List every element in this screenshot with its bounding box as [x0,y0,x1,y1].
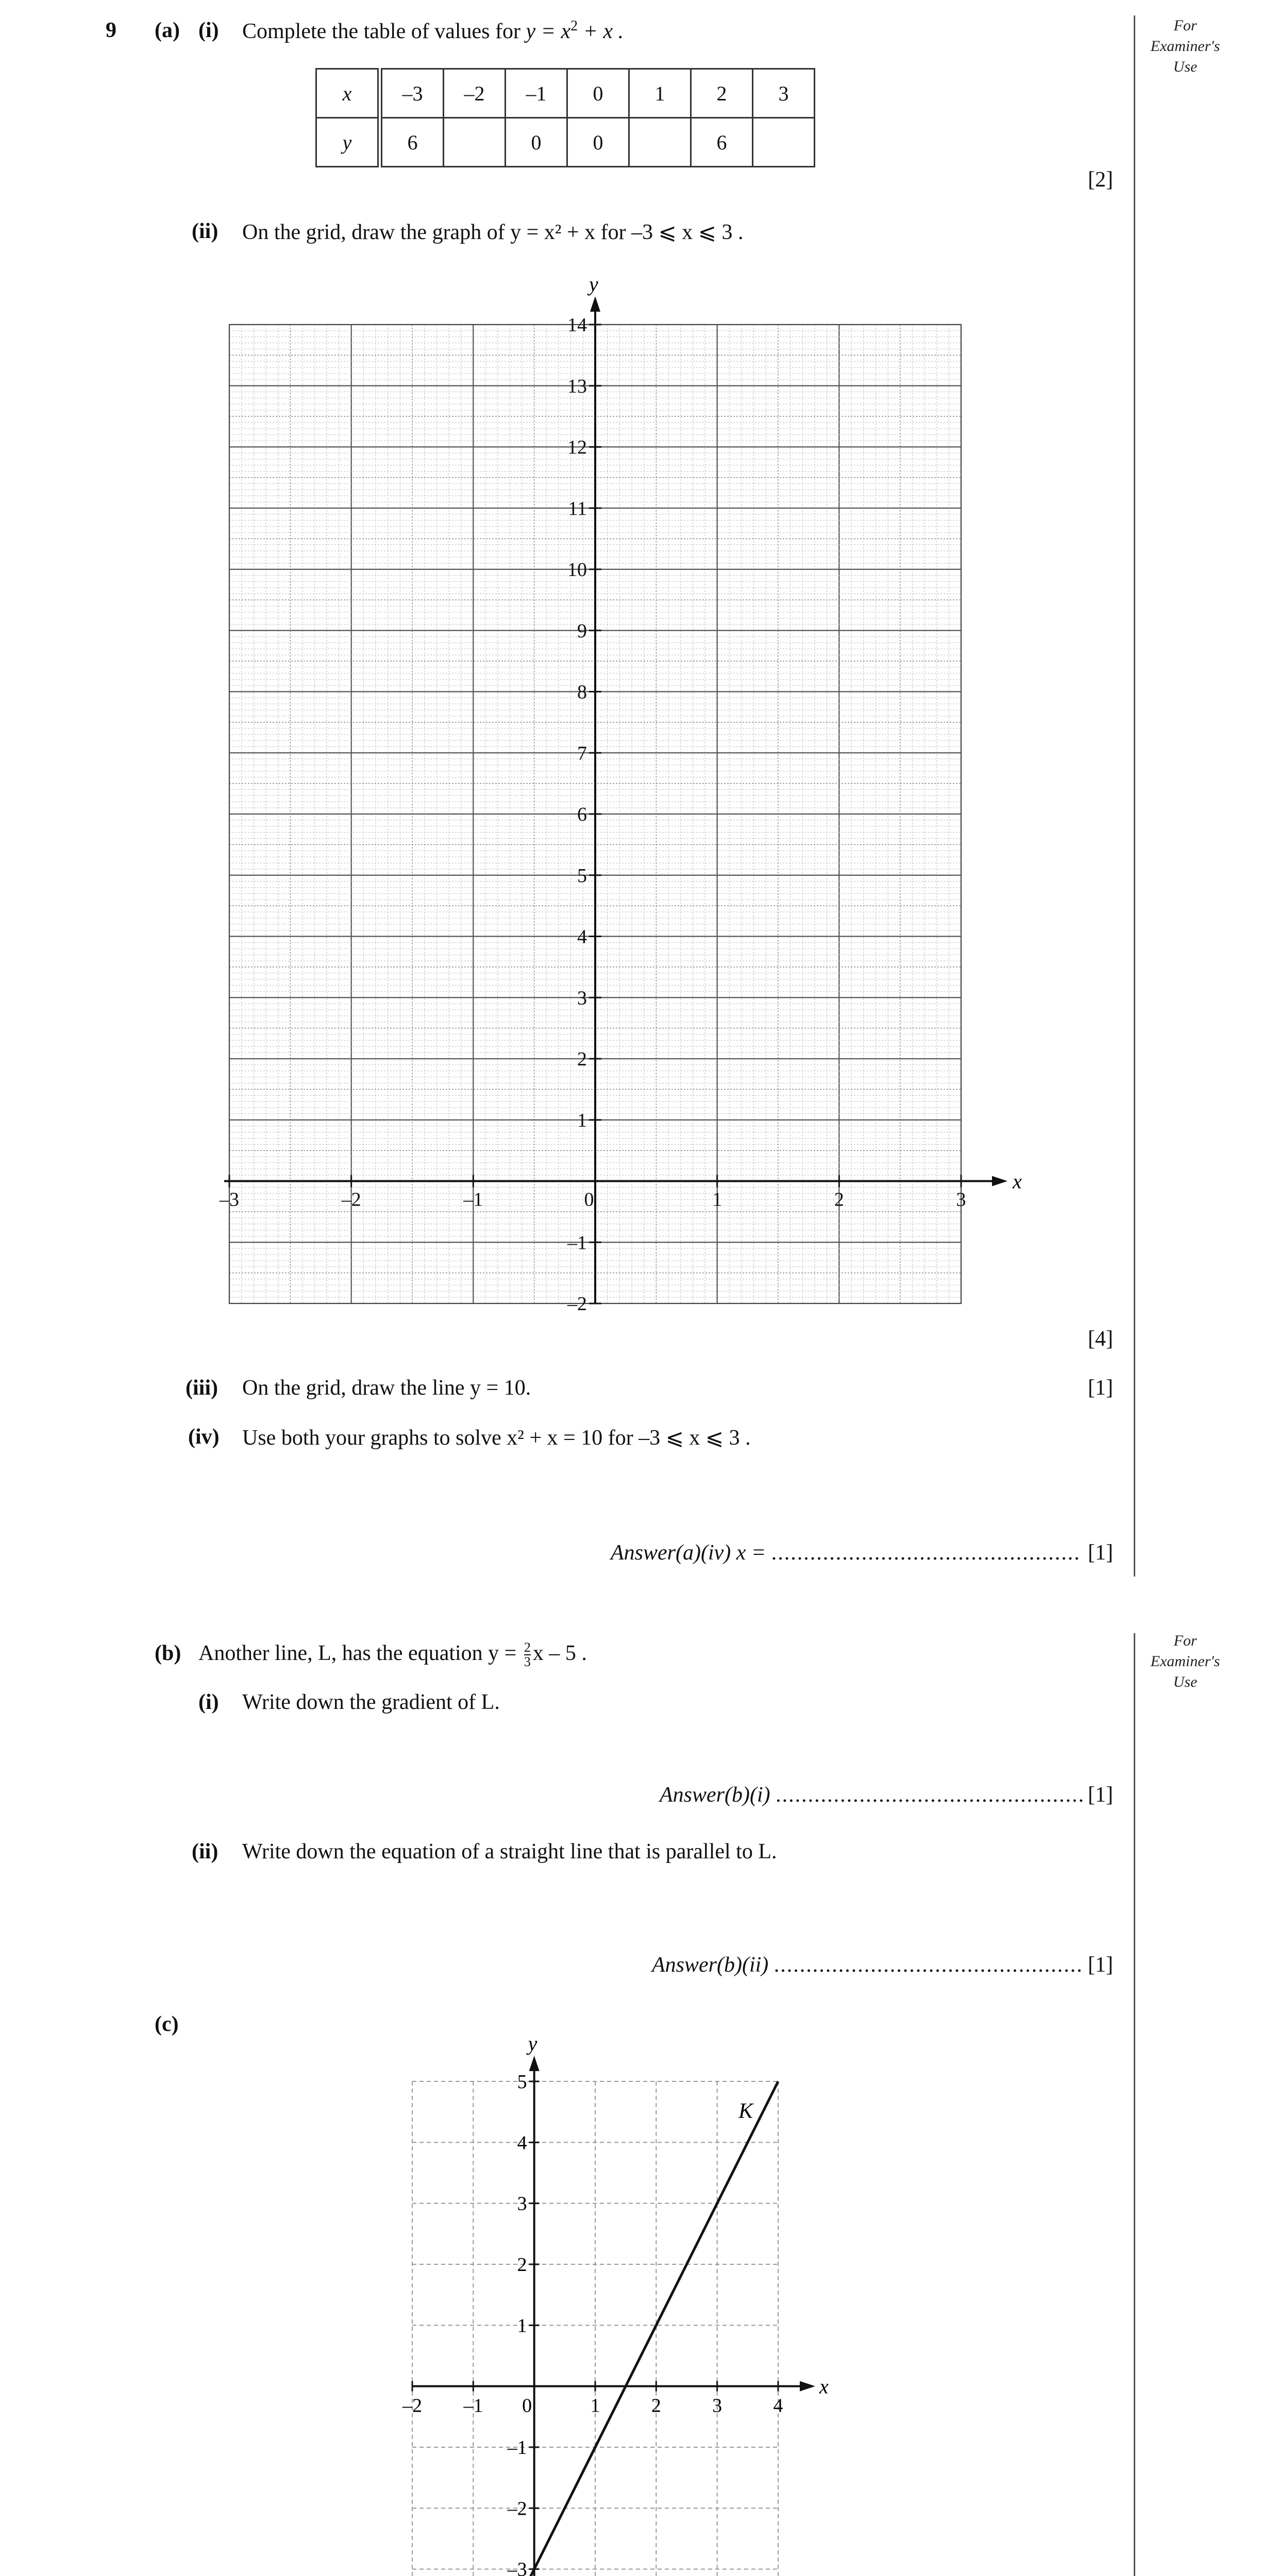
table-cell: 3 [753,69,815,118]
fraction-numerator: 2 [524,1640,531,1655]
part-aii-text: On the grid, draw the graph of y = x² + x for –3 ⩽ x ⩽ 3 . [242,221,744,244]
table-cell: 6 [380,118,444,167]
x-tick-label: –3 [220,1189,239,1211]
fraction-denominator: 3 [524,1654,531,1670]
x-tick-label: 2 [834,1189,844,1211]
y-tick-label: 9 [577,620,587,642]
table-cell: 0 [506,118,567,167]
part-aiv-text: Use both your graphs to solve x² + x = 10 for –3 ⩽ x ⩽ 3 . [242,1426,751,1450]
part-bii-label: (ii) [192,1840,218,1863]
table-answer-cell[interactable] [629,118,691,167]
mark-ai: [2] [1088,168,1113,192]
table-cell: 6 [691,118,753,167]
x-tick-label: 4 [773,2395,783,2417]
y-tick-label: 5 [577,865,587,887]
y-tick-label: 8 [577,681,587,703]
x-tick-label: 2 [651,2395,661,2417]
mark-aiii: [1] [1088,1376,1113,1400]
table-header-x: x [316,69,380,118]
y-tick-label: –2 [507,2498,527,2520]
table-row-x [316,69,815,118]
examiner-use-box: For Examiner's Use [1150,17,1220,75]
table-answer-cell[interactable] [753,118,815,167]
part-ai-text: Complete the table of values for $y = x^2 + x$ . [242,18,624,43]
graph-grid-a[interactable] [206,258,1022,1319]
table-cell: 2 [691,69,753,118]
y-tick-label: 3 [517,2193,527,2215]
x-axis-label: x [1013,1170,1022,1193]
y-tick-label: 1 [517,2315,527,2337]
question-number: 9 [106,19,116,42]
x-tick-label: 0 [584,1189,594,1211]
y-tick-label: –3 [507,2558,527,2576]
part-bi-text: Write down the gradient of L. [242,1690,500,1714]
x-tick-label: –2 [341,1189,361,1211]
examiner-margin-rule-bottom [1134,1633,1135,2576]
table-cell: –2 [444,69,506,118]
part-a-label: (a) [155,19,180,42]
part-b-label: (b) [155,1641,181,1665]
y-tick-label: 12 [567,436,587,459]
y-axis-label: y [528,2032,537,2055]
x-tick-label: 3 [956,1189,966,1211]
table-cell: 1 [629,69,691,118]
answer-bii: Answer(b)(ii) ................................................ [652,1953,1083,1977]
part-aiv-label: (iv) [188,1425,220,1449]
mark-bi: [1] [1088,1783,1113,1807]
part-aiii-label: (iii) [186,1376,218,1400]
examiner-margin-rule-top [1134,15,1135,1577]
table-of-values [315,68,815,167]
part-c-label: (c) [155,2012,179,2036]
table-header-y: y [316,118,380,167]
mark-aiv: [1] [1088,1541,1113,1565]
x-tick-label: –2 [402,2395,422,2417]
y-tick-label: 6 [577,804,587,825]
answer-bi-field[interactable]: ................................................ [776,1783,1085,1807]
table-cell: –1 [506,69,567,118]
y-tick-label: 4 [517,2132,527,2154]
table-cell: 0 [567,69,629,118]
mark-aii: [4] [1088,1327,1113,1351]
y-tick-label: 14 [567,314,587,336]
x-tick-label: 1 [590,2395,600,2417]
y-tick-label: 5 [517,2071,527,2093]
x-axis-arrow [800,2381,815,2392]
y-tick-label: 4 [577,926,587,948]
x-tick-label: –1 [463,1189,483,1211]
y-tick-label: 11 [568,498,587,520]
part-bi-label: (i) [198,1690,219,1714]
x-axis-arrow [992,1176,1007,1187]
y-tick-label: 3 [577,987,587,1009]
answer-aiv: Answer(a)(iv) x = ................................................ [611,1541,1081,1565]
y-tick-label: 2 [577,1048,587,1070]
x-axis-label: x [819,2375,829,2398]
y-tick-label: 13 [567,375,587,397]
y-tick-label: –1 [507,2437,527,2459]
part-aiii-text: On the grid, draw the line y = 10. [242,1376,531,1400]
y-tick-label: 7 [577,742,587,765]
y-axis-label: y [589,273,598,296]
part-aii-label: (ii) [192,219,218,243]
y-axis-arrow [529,2056,540,2071]
table-cell: –3 [380,69,444,118]
table-cell: 0 [567,118,629,167]
graph-line-k [381,2025,897,2576]
part-bii-text: Write down the equation of a straight line that is parallel to L. [242,1840,777,1863]
y-axis-arrow [590,296,600,312]
answer-bi: Answer(b)(i) ................................................ [660,1783,1085,1807]
y-tick-label: –1 [567,1232,587,1254]
y-tick-label: 1 [577,1109,587,1131]
part-b-text: Another line, L, has the equation y = $\frac{2}{3}$ x – 5 . [198,1640,587,1670]
y-tick-label: 2 [517,2254,527,2276]
answer-aiv-field[interactable]: ................................................ [771,1541,1081,1565]
x-tick-label: 1 [712,1189,722,1211]
answer-bii-field[interactable]: ................................................ [773,1953,1083,1977]
line-k-label: K [738,2099,753,2123]
x-tick-label: 0 [522,2395,532,2417]
mark-bii: [1] [1088,1953,1113,1977]
table-row-y [316,118,815,167]
part-ai-label: (i) [198,19,219,42]
y-tick-label: 10 [567,559,587,581]
x-tick-label: 3 [712,2395,722,2417]
y-tick-label: –2 [567,1293,587,1315]
examiner-use-box-2: For Examiner's Use [1150,1632,1220,1690]
table-answer-cell[interactable] [444,118,506,167]
x-tick-label: –1 [463,2395,483,2417]
